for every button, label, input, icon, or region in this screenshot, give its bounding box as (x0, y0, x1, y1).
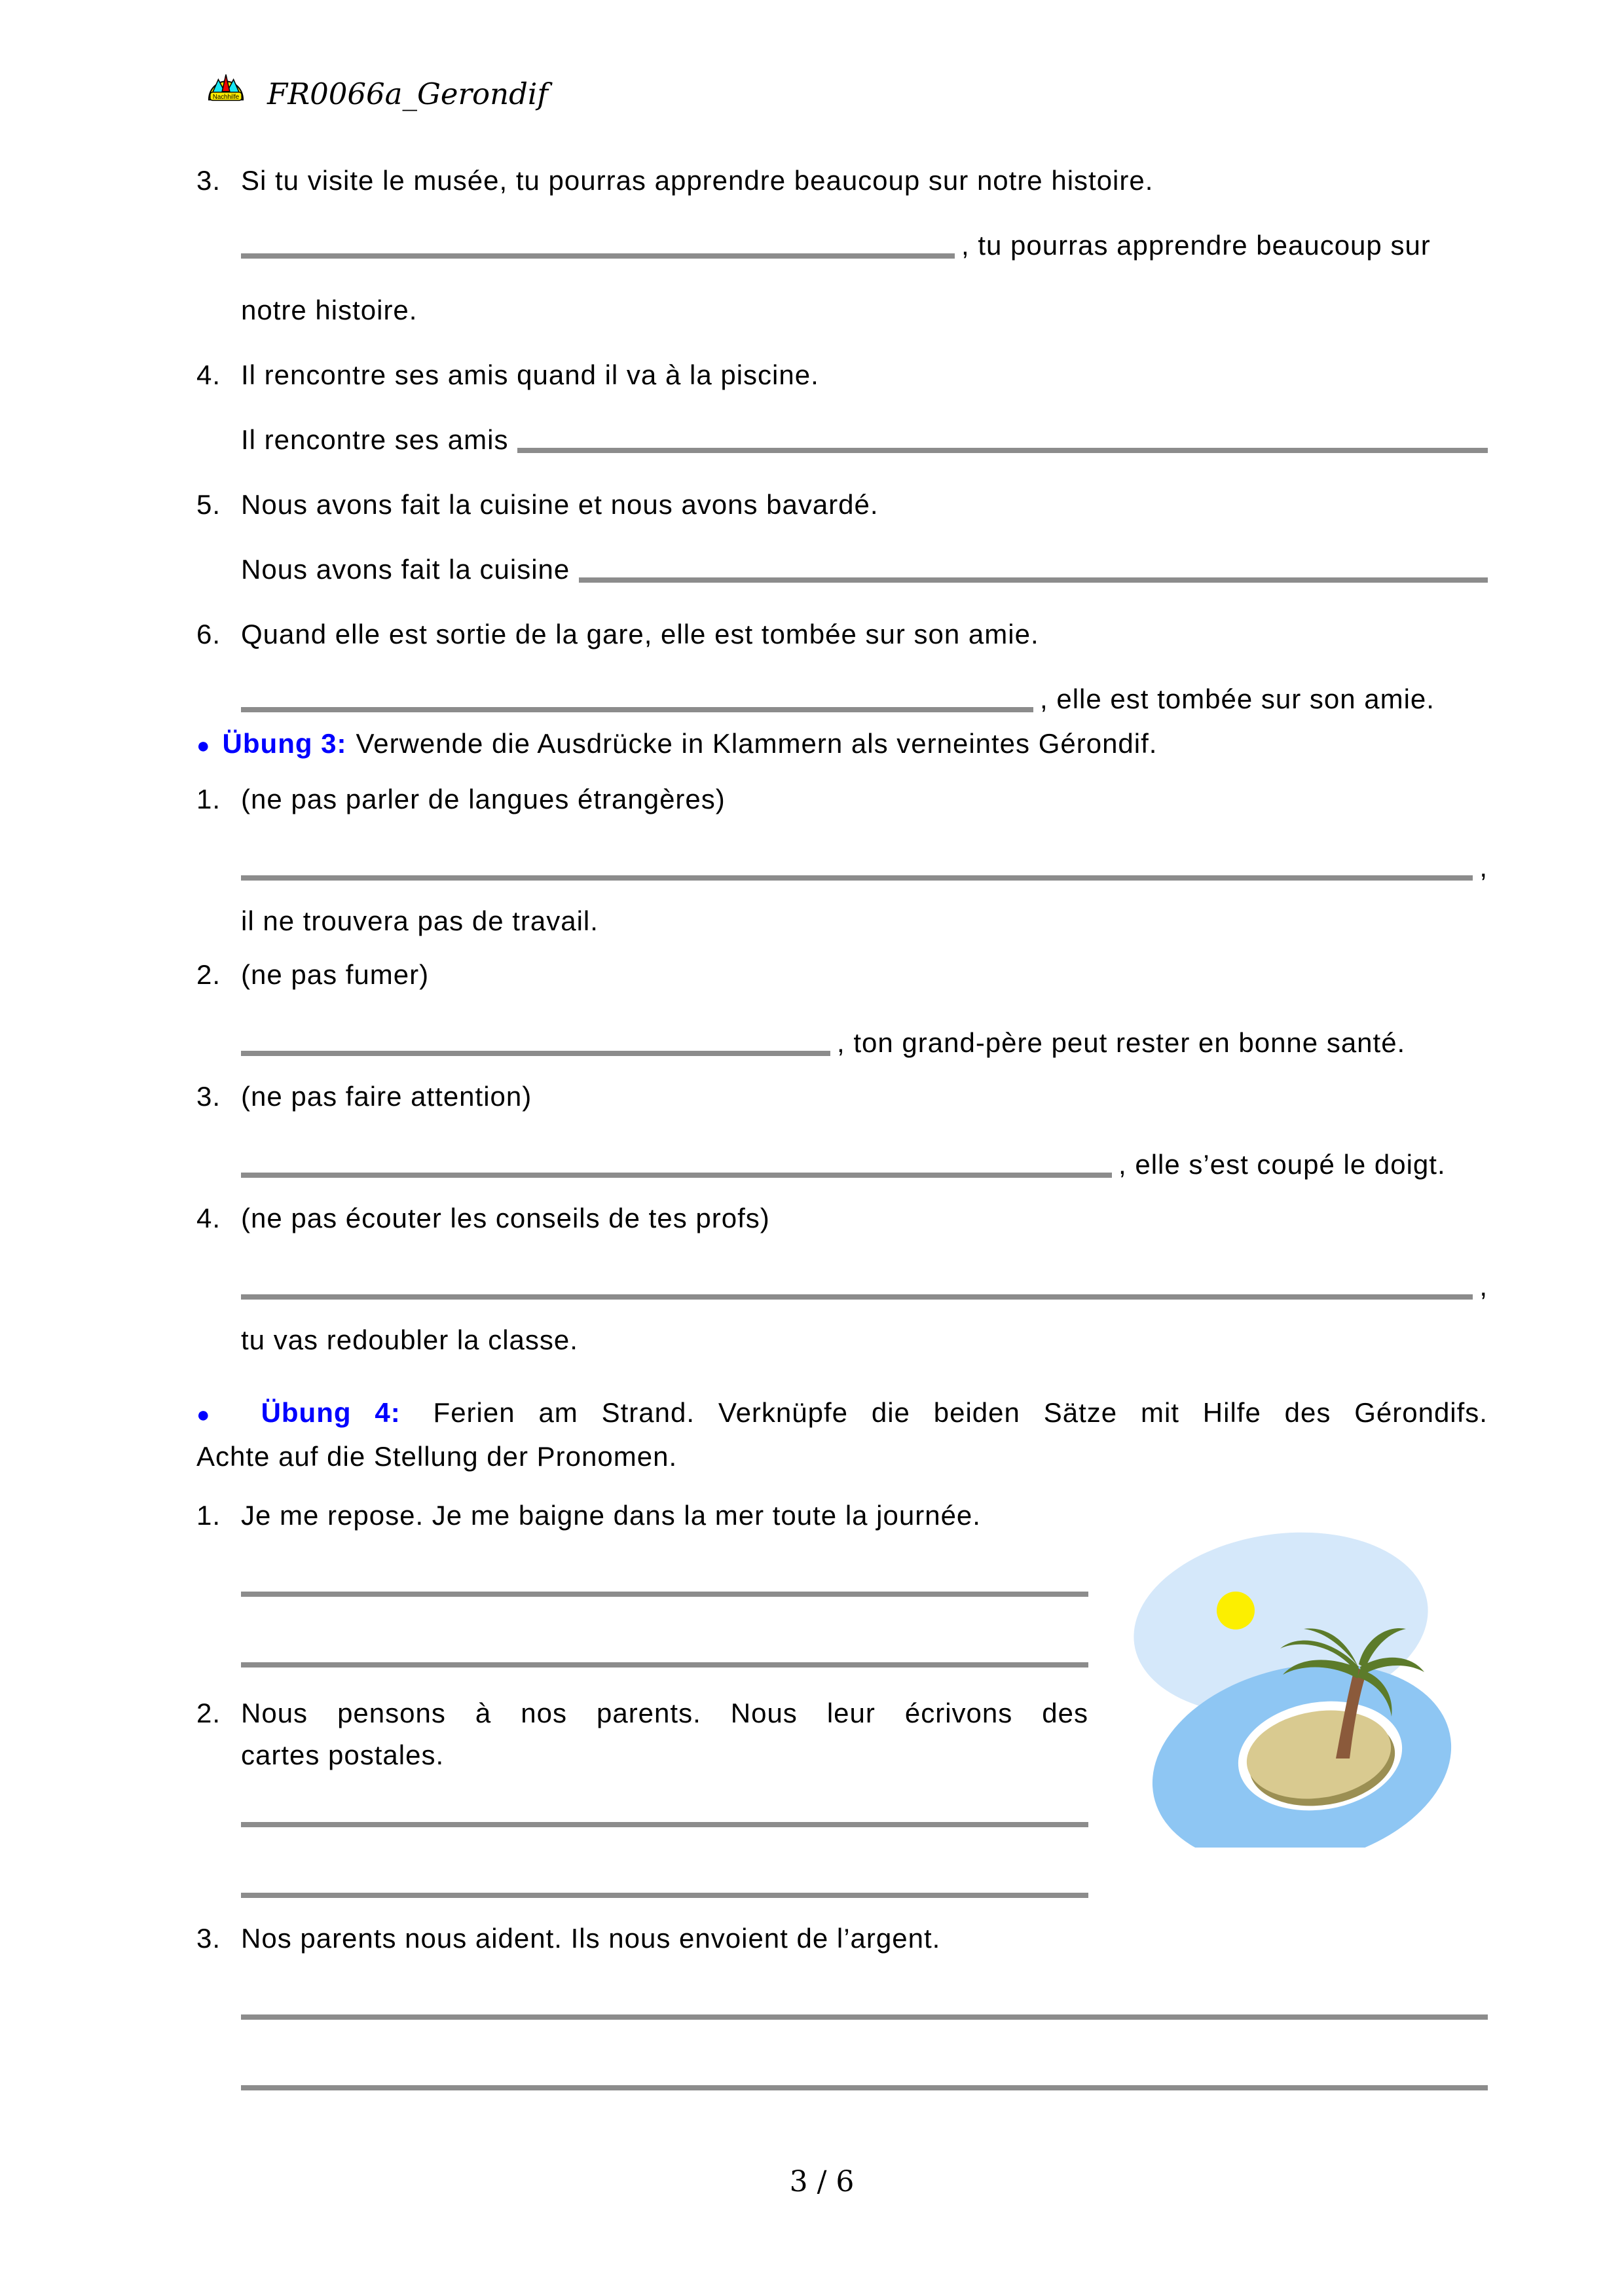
answer-blank (517, 448, 1488, 453)
item-prompt: (ne pas écouter les conseils de tes profs) (241, 1203, 770, 1233)
uebung3-item-4-answer-wrap (241, 1324, 1488, 1356)
item-prompt: Je me repose. Je me baigne dans la mer toute la journée. (241, 1500, 981, 1531)
item-number: 1. (196, 784, 221, 814)
exercise2-item-3 (196, 165, 1488, 196)
uebung4-label: Übung 4: (261, 1397, 401, 1428)
answer-blank (579, 577, 1488, 583)
uebung3-item-3-answer (241, 1149, 1488, 1180)
item-prompt: (ne pas parler de langues étrangères) (241, 784, 726, 814)
answer-tail-text: , elle est tombée sur son amie. (1040, 683, 1435, 714)
bullet-icon: ● (196, 733, 211, 758)
exercise2-item-4-answer (241, 424, 1488, 456)
item-sentence: Il rencontre ses amis quand il va à la piscine. (241, 359, 819, 390)
answer-blank (241, 1822, 1088, 1827)
answer-blank (241, 1893, 1088, 1898)
item-prompt: (ne pas fumer) (241, 959, 430, 990)
answer-tail-text: , ton grand-père peut rester en bonne santé. (837, 1027, 1406, 1058)
answer-blank (241, 875, 1473, 881)
item-prompt: Nos parents nous aident. Ils nous envoient de l’argent. (241, 1923, 941, 1954)
exercise2-item-3-answer (241, 230, 1488, 261)
answer-tail-text: , (1479, 852, 1488, 883)
uebung4-item-3-answer-line2 (241, 2062, 1488, 2093)
answer-tail-text: , elle s’est coupé le doigt. (1118, 1149, 1446, 1180)
answer-blank (241, 1662, 1088, 1667)
item-number: 2. (196, 959, 221, 990)
item-number: 5. (196, 489, 221, 520)
item-number: 3. (196, 1081, 221, 1112)
uebung4-item-3 (196, 1923, 1488, 1954)
item-number: 3. (196, 1923, 221, 1954)
page-number: 3 / 6 (789, 2165, 855, 2198)
item-number: 1. (196, 1500, 221, 1531)
answer-blank (241, 2085, 1488, 2090)
exercise2-item-3-answer-wrap (241, 295, 1488, 326)
answer-wrap-text: notre histoire. (241, 295, 418, 325)
uebung3-item-1-answer-wrap (241, 905, 1488, 937)
exercise2-item-4 (196, 359, 1488, 391)
answer-tail-text: , tu pourras apprendre beaucoup sur (961, 230, 1431, 261)
uebung3-item-1-answer (241, 852, 1488, 883)
uebung3-item-4 (196, 1203, 1488, 1234)
item-sentence: Quand elle est sortie de la gare, elle est tombée sur son amie. (241, 619, 1039, 649)
answer-tail-text: , (1479, 1271, 1488, 1302)
exercise2-item-5 (196, 489, 1488, 520)
answer-blank (241, 2014, 1488, 2020)
answer-lead-text: Il rencontre ses amis (241, 424, 509, 455)
uebung4-instruction-line2: Achte auf die Stellung der Pronomen. (196, 1441, 678, 1472)
exercise2-item-6 (196, 619, 1488, 650)
answer-blank (241, 1173, 1112, 1178)
answer-wrap-text: il ne trouvera pas de travail. (241, 905, 599, 936)
answer-wrap-text: tu vas redoubler la classe. (241, 1324, 578, 1355)
item-prompt-column (241, 1692, 1088, 1776)
item-prompt-line2: cartes postales. (241, 1740, 445, 1770)
uebung3-item-2 (196, 959, 1488, 991)
uebung3-instruction: Verwende die Ausdrücke in Klammern als verneintes Gérondif. (356, 728, 1158, 759)
uebung3-item-3 (196, 1081, 1488, 1112)
item-number: 2. (196, 1698, 221, 1728)
item-number: 6. (196, 619, 221, 649)
uebung3-item-1 (196, 784, 1488, 815)
item-sentence: Si tu visite le musée, tu pourras apprendre beaucoup sur notre histoire. (241, 165, 1154, 196)
uebung4-item-3-answer-line1 (241, 1991, 1488, 2022)
answer-blank (241, 1051, 830, 1056)
page-footer (0, 2166, 1624, 2198)
island-illustration (1128, 1527, 1456, 1848)
item-number: 4. (196, 359, 221, 390)
exercise2-item-6-answer (241, 683, 1488, 715)
uebung4-heading-line1 (196, 1392, 1488, 1436)
exercise2-item-5-answer (241, 554, 1488, 585)
uebung3-label: Übung 3: (222, 728, 347, 759)
uebung3-item-2-answer (241, 1027, 1488, 1059)
answer-lead-text: Nous avons fait la cuisine (241, 554, 570, 585)
answer-blank (241, 707, 1033, 712)
item-sentence: Nous avons fait la cuisine et nous avons bavardé. (241, 489, 879, 520)
answer-blank (241, 253, 955, 259)
answer-blank (241, 1294, 1473, 1300)
sun-icon (1217, 1592, 1255, 1630)
page-title: FR0066a_Gerondif (267, 77, 548, 111)
item-prompt: (ne pas faire attention) (241, 1081, 532, 1112)
item-prompt-line1: Nous pensons à nos parents. Nous leur écrivons des (241, 1698, 1088, 1728)
bullet-icon: ● (196, 1402, 226, 1427)
uebung4-heading (196, 1392, 1488, 1478)
uebung4-item-2-answer-line2 (241, 1869, 1488, 1901)
uebung4-instruction-line1: Ferien am Strand. Verknüpfe die beiden Sätze mit Hilfe des Gérondifs. (433, 1397, 1488, 1428)
logo-text: Nachhilfe (212, 93, 240, 101)
answer-blank (241, 1592, 1088, 1597)
uebung3-item-4-answer (241, 1271, 1488, 1302)
item-number: 3. (196, 165, 221, 196)
item-number: 4. (196, 1203, 221, 1233)
uebung3-heading (196, 728, 1488, 761)
